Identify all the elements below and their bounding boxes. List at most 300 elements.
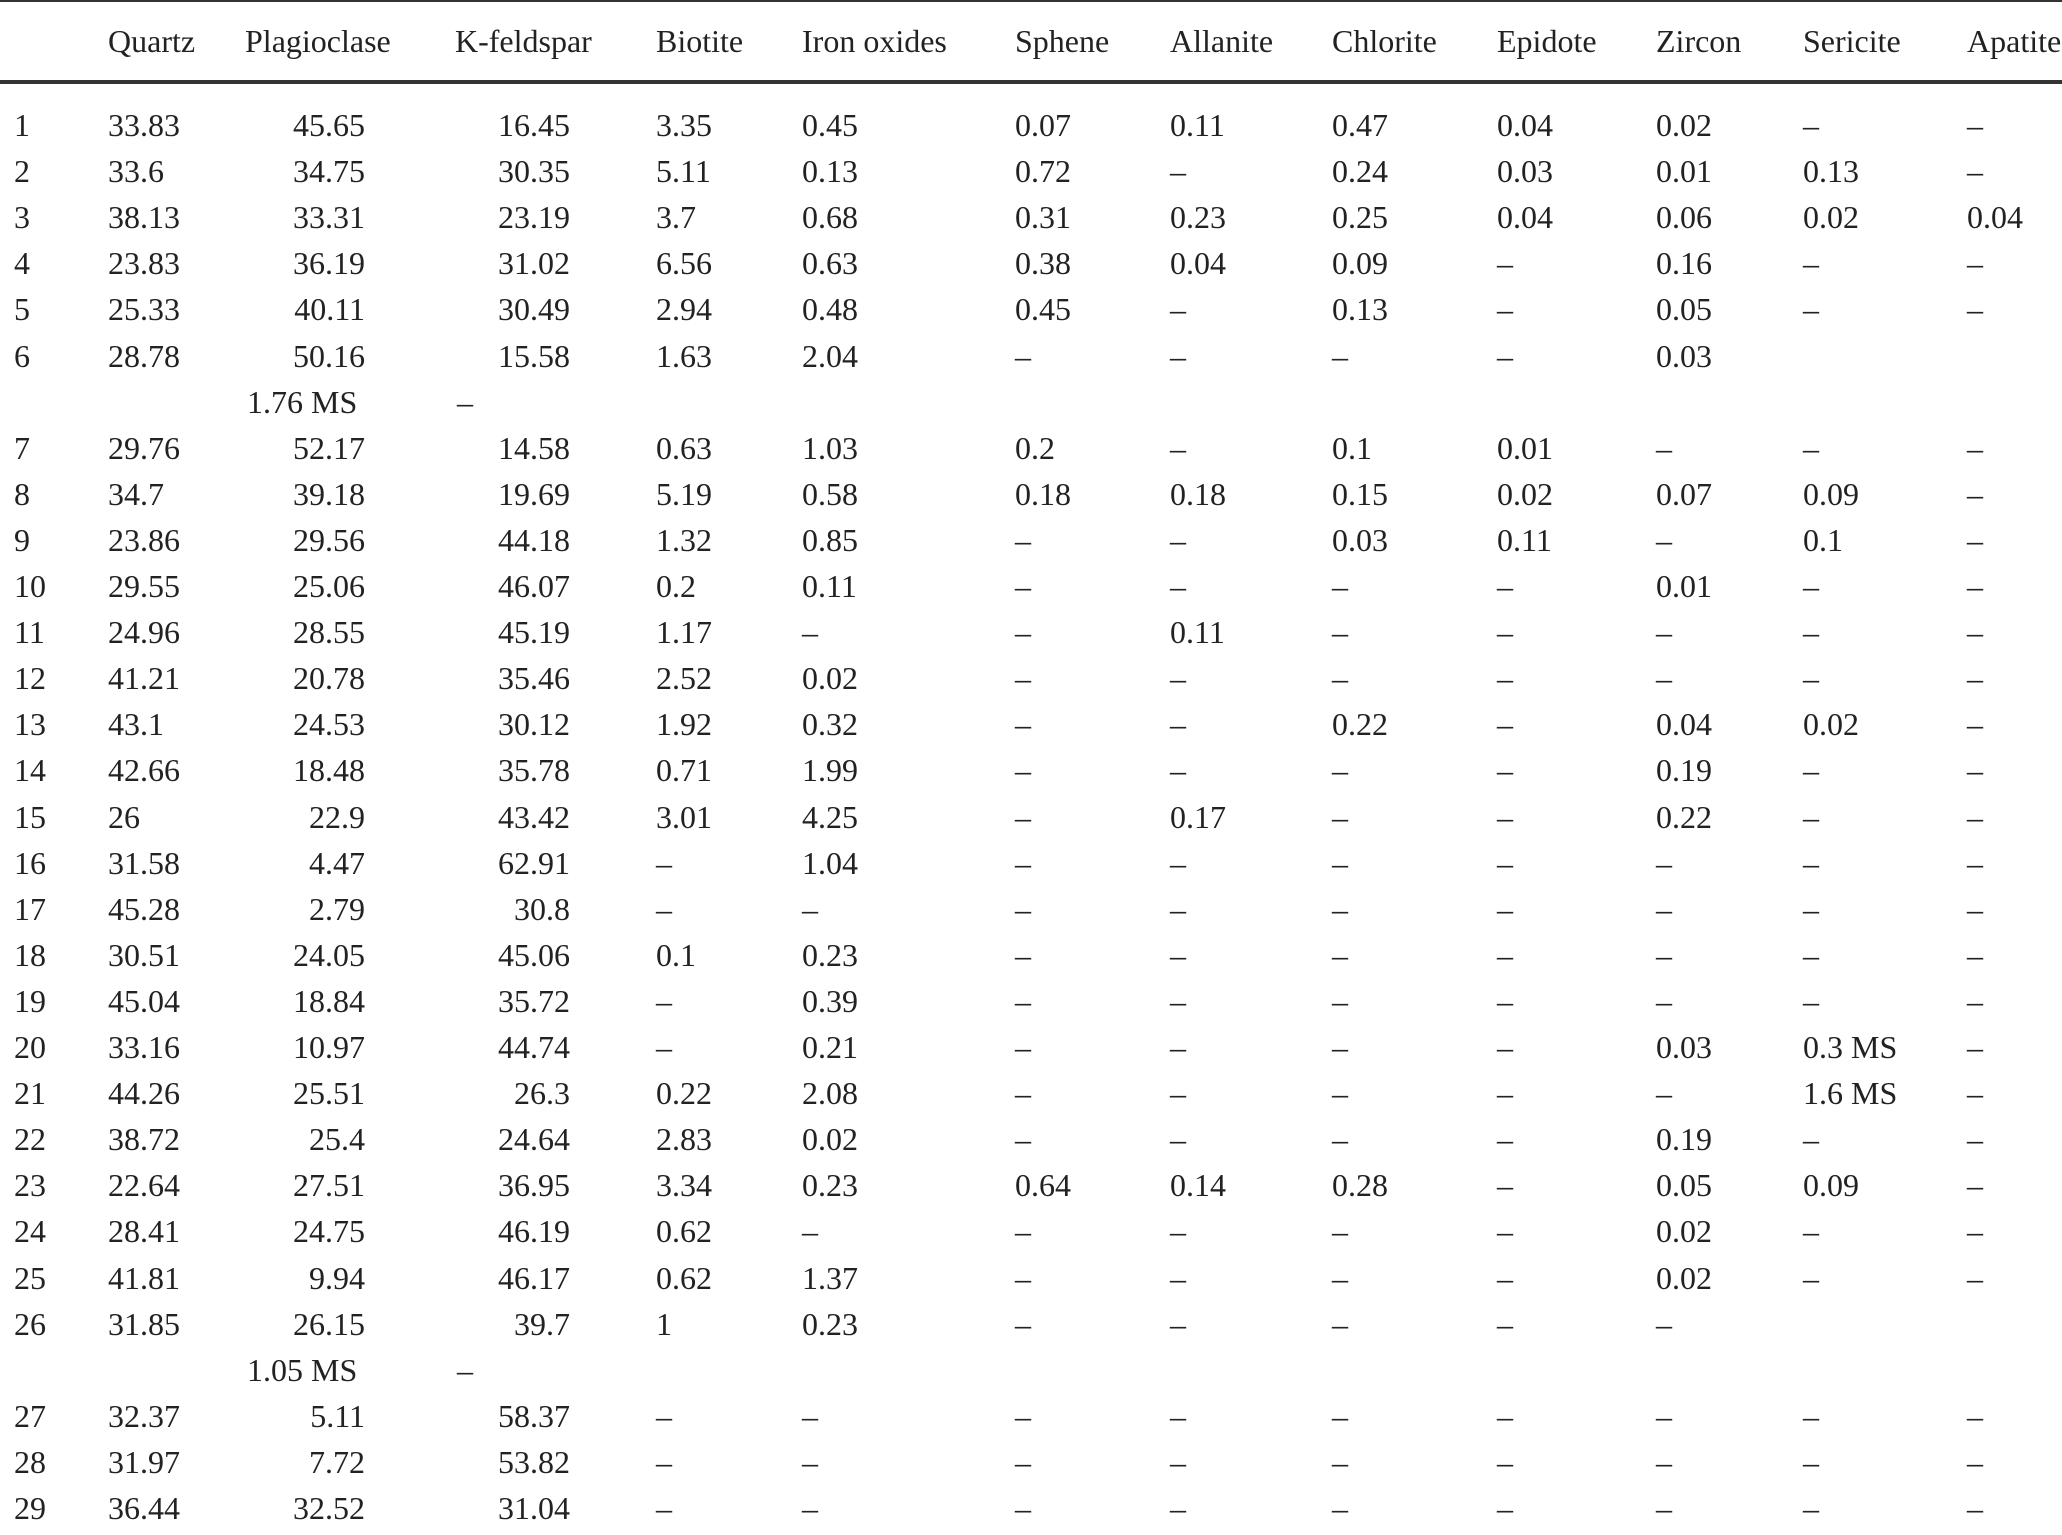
- cell-quartz: 42.66: [108, 752, 180, 789]
- cell-allanite: –: [1170, 1397, 1186, 1434]
- cell-chlorite: –: [1332, 798, 1348, 835]
- cell-quartz: 41.81: [108, 1259, 180, 1296]
- cell-k-feldspar: 46.17: [498, 1259, 570, 1296]
- cell-iron-oxides: 0.63: [802, 245, 858, 282]
- cell-plagioclase: 20.78: [293, 660, 365, 697]
- cell-apatite: –: [1967, 1029, 1983, 1065]
- cell-chlorite: 0.28: [1332, 1167, 1388, 1204]
- cell-sericite: –: [1803, 1490, 1819, 1526]
- cell-apatite: –: [1967, 291, 1983, 328]
- cell-iron-oxides: 0.02: [802, 660, 858, 697]
- cell-sphene: –: [1015, 1490, 1031, 1526]
- table-row: [0, 286, 2062, 332]
- cell-sericite: –: [1803, 291, 1819, 328]
- cell-quartz: 29.76: [108, 429, 180, 466]
- cell-plagioclase: 26.15: [293, 1305, 365, 1342]
- cell-biotite: 3.7: [656, 199, 696, 236]
- cell-k-feldspar: 44.18: [498, 521, 570, 558]
- cell-sphene: –: [1015, 1213, 1031, 1250]
- cell-epidote: 0.02: [1497, 475, 1553, 512]
- cell-allanite: –: [1170, 660, 1186, 697]
- cell-zircon: 0.03: [1656, 1029, 1712, 1065]
- cell-iron-oxides: 0.02: [802, 1121, 858, 1158]
- cell-sample: 5: [14, 291, 30, 328]
- cell-biotite: 3.01: [656, 798, 712, 835]
- cell-sericite: 0.02: [1803, 706, 1859, 743]
- cell-sphene: –: [1015, 890, 1031, 927]
- cell-sphene: –: [1015, 1397, 1031, 1434]
- cell-allanite: –: [1170, 890, 1186, 927]
- cell-allanite: 0.11: [1170, 107, 1225, 143]
- cell-chlorite: –: [1332, 1213, 1348, 1250]
- cell-iron-oxides: 1.37: [802, 1259, 858, 1296]
- cell-k-feldspar: 23.19: [498, 199, 570, 236]
- cell-k-feldspar: 35.72: [498, 982, 570, 1019]
- cell-zircon: –: [1656, 936, 1672, 973]
- cell-sericite: –: [1803, 936, 1819, 973]
- cell-iron-oxides: 1.04: [802, 844, 858, 881]
- cell-iron-oxides: 4.25: [802, 798, 858, 835]
- table-row: [0, 932, 2062, 978]
- cell-epidote: –: [1497, 614, 1513, 651]
- cell-biotite: 0.62: [656, 1213, 712, 1250]
- cell-sericite: –: [1803, 1443, 1819, 1480]
- cell-sphene: –: [1015, 706, 1031, 743]
- cell-biotite: 3.35: [656, 107, 712, 143]
- cell-quartz: 44.26: [108, 1075, 180, 1112]
- cell-plagioclase: 7.72: [309, 1443, 365, 1480]
- cell-sericite: –: [1803, 844, 1819, 881]
- cell-zircon: –: [1656, 1490, 1672, 1526]
- column-header-epidote: Epidote: [1497, 23, 1597, 59]
- cell-allanite: –: [1170, 706, 1186, 743]
- cell-plagioclase: 24.75: [293, 1213, 365, 1250]
- cell-biotite: 0.71: [656, 752, 712, 789]
- cell-apatite: –: [1967, 153, 1983, 190]
- cell-sample: 16: [14, 844, 46, 881]
- cell-sericite: –: [1803, 798, 1819, 835]
- cell-plagioclase: 36.19: [293, 245, 365, 282]
- cell-sample: 13: [14, 706, 46, 743]
- cell-iron-oxides: –: [802, 1397, 818, 1434]
- cell-biotite: 5.11: [656, 153, 711, 190]
- cell-allanite: –: [1170, 982, 1186, 1019]
- cell-chlorite: –: [1332, 1121, 1348, 1158]
- table-row: [0, 1393, 2062, 1439]
- cell-k-feldspar: 46.07: [498, 568, 570, 604]
- cell-zircon: –: [1656, 1305, 1672, 1342]
- cell-epidote: 0.04: [1497, 107, 1553, 143]
- table-row: [0, 1024, 2062, 1070]
- table-row: [0, 1208, 2062, 1254]
- cell-quartz: 26: [108, 798, 140, 835]
- cell-plagioclase: 24.53: [293, 706, 365, 743]
- cell-sericite: 0.13: [1803, 153, 1859, 190]
- cell-sericite: –: [1803, 1259, 1819, 1296]
- cell-sample: 2: [14, 153, 30, 190]
- cell-chlorite: 0.03: [1332, 521, 1388, 558]
- cell-iron-oxides: 1.03: [802, 429, 858, 466]
- cell-sample: 1: [14, 107, 30, 143]
- cell-biotite: –: [656, 1490, 672, 1526]
- cell-plagioclase: 1.76 MS: [247, 383, 358, 420]
- cell-sample: 7: [14, 429, 30, 466]
- cell-apatite: –: [1967, 1167, 1983, 1204]
- cell-allanite: –: [1170, 153, 1186, 190]
- column-header-sericite: Sericite: [1803, 23, 1901, 59]
- table-row: [0, 102, 2062, 148]
- cell-allanite: –: [1170, 1029, 1186, 1065]
- cell-epidote: –: [1497, 844, 1513, 881]
- cell-k-feldspar: 45.06: [498, 936, 570, 973]
- cell-plagioclase: 9.94: [309, 1259, 365, 1296]
- cell-zircon: 0.19: [1656, 752, 1712, 789]
- table-row: [0, 1255, 2062, 1301]
- cell-allanite: –: [1170, 1259, 1186, 1296]
- cell-zircon: 0.02: [1656, 1213, 1712, 1250]
- cell-sericite: 0.3 MS: [1803, 1029, 1898, 1065]
- table-row: [0, 194, 2062, 240]
- cell-iron-oxides: –: [802, 1443, 818, 1480]
- cell-quartz: 29.55: [108, 568, 180, 604]
- cell-allanite: –: [1170, 521, 1186, 558]
- cell-apatite: –: [1967, 614, 1983, 651]
- cell-quartz: 33.83: [108, 107, 180, 143]
- cell-epidote: –: [1497, 660, 1513, 697]
- cell-sphene: –: [1015, 660, 1031, 697]
- cell-quartz: 23.83: [108, 245, 180, 282]
- cell-plagioclase: 24.05: [293, 936, 365, 973]
- cell-sphene: –: [1015, 614, 1031, 651]
- cell-allanite: –: [1170, 844, 1186, 881]
- cell-epidote: –: [1497, 890, 1513, 927]
- cell-biotite: 1.63: [656, 337, 712, 374]
- cell-sample: 20: [14, 1029, 46, 1065]
- cell-chlorite: –: [1332, 1259, 1348, 1296]
- cell-plagioclase: 34.75: [293, 153, 365, 190]
- cell-k-feldspar: 31.02: [498, 245, 570, 282]
- cell-chlorite: –: [1332, 660, 1348, 697]
- cell-apatite: –: [1967, 107, 1983, 143]
- cell-epidote: –: [1497, 1397, 1513, 1434]
- cell-biotite: 2.52: [656, 660, 712, 697]
- cell-sample: 17: [14, 890, 46, 927]
- cell-allanite: –: [1170, 1490, 1186, 1526]
- cell-allanite: 0.14: [1170, 1167, 1226, 1204]
- cell-k-feldspar: 14.58: [498, 429, 570, 466]
- cell-plagioclase: 5.11: [310, 1397, 365, 1434]
- cell-biotite: 2.83: [656, 1121, 712, 1158]
- cell-allanite: –: [1170, 1075, 1186, 1112]
- cell-epidote: –: [1497, 1490, 1513, 1526]
- cell-chlorite: 0.25: [1332, 199, 1388, 236]
- cell-epidote: –: [1497, 936, 1513, 973]
- cell-zircon: 0.07: [1656, 475, 1712, 512]
- cell-sphene: –: [1015, 1029, 1031, 1065]
- cell-plagioclase: 25.4: [309, 1121, 365, 1158]
- column-header-iron-oxides: Iron oxides: [802, 23, 947, 59]
- cell-epidote: –: [1497, 1305, 1513, 1342]
- cell-quartz: 22.64: [108, 1167, 180, 1204]
- cell-sample: 27: [14, 1397, 46, 1434]
- cell-sphene: –: [1015, 1443, 1031, 1480]
- cell-sample: 3: [14, 199, 30, 236]
- cell-chlorite: –: [1332, 890, 1348, 927]
- cell-k-feldspar: 39.7: [514, 1305, 570, 1342]
- cell-k-feldspar: 58.37: [498, 1397, 570, 1434]
- cell-zircon: –: [1656, 844, 1672, 881]
- cell-apatite: –: [1967, 798, 1983, 835]
- cell-biotite: 0.62: [656, 1259, 712, 1296]
- column-header-plagioclase: Plagioclase: [245, 23, 391, 59]
- table-row: [0, 1439, 2062, 1485]
- cell-allanite: –: [1170, 1305, 1186, 1342]
- cell-apatite: –: [1967, 1490, 1983, 1526]
- cell-biotite: 1: [656, 1305, 672, 1342]
- cell-apatite: –: [1967, 1397, 1983, 1434]
- cell-chlorite: –: [1332, 568, 1348, 604]
- table-row: [0, 333, 2062, 379]
- cell-sericite: –: [1803, 660, 1819, 697]
- cell-chlorite: –: [1332, 844, 1348, 881]
- cell-sample: 12: [14, 660, 46, 697]
- cell-epidote: –: [1497, 1029, 1513, 1065]
- cell-quartz: 23.86: [108, 521, 180, 558]
- cell-epidote: 0.03: [1497, 153, 1553, 190]
- cell-sericite: 0.09: [1803, 1167, 1859, 1204]
- cell-iron-oxides: 0.23: [802, 936, 858, 973]
- cell-plagioclase: 28.55: [293, 614, 365, 651]
- cell-zircon: 0.19: [1656, 1121, 1712, 1158]
- cell-sericite: 0.1: [1803, 521, 1843, 558]
- cell-plagioclase: 25.06: [293, 568, 365, 604]
- cell-epidote: –: [1497, 798, 1513, 835]
- column-header-quartz: Quartz: [108, 23, 196, 59]
- table-row: [0, 425, 2062, 471]
- cell-sericite: –: [1803, 245, 1819, 282]
- cell-allanite: –: [1170, 936, 1186, 973]
- cell-epidote: –: [1497, 337, 1513, 374]
- cell-apatite: –: [1967, 936, 1983, 973]
- cell-biotite: –: [656, 1397, 672, 1434]
- table-row: [0, 747, 2062, 793]
- cell-quartz: 33.6: [108, 153, 164, 190]
- cell-sphene: 0.18: [1015, 475, 1071, 512]
- cell-iron-oxides: 2.08: [802, 1075, 858, 1112]
- column-header-k-feldspar: K-feldspar: [455, 23, 592, 59]
- cell-zircon: 0.01: [1656, 153, 1712, 190]
- cell-plagioclase: 10.97: [293, 1029, 365, 1065]
- cell-iron-oxides: 0.85: [802, 521, 858, 558]
- cell-zircon: –: [1656, 890, 1672, 927]
- cell-apatite: –: [1967, 475, 1983, 512]
- table-row: [0, 1485, 2062, 1531]
- cell-iron-oxides: 1.99: [802, 752, 858, 789]
- cell-quartz: 30.51: [108, 936, 180, 973]
- cell-zircon: 0.02: [1656, 107, 1712, 143]
- cell-k-feldspar: 30.12: [498, 706, 570, 743]
- cell-iron-oxides: 0.21: [802, 1029, 858, 1065]
- cell-biotite: 0.22: [656, 1075, 712, 1112]
- cell-apatite: –: [1967, 982, 1983, 1019]
- cell-chlorite: 0.24: [1332, 153, 1388, 190]
- cell-epidote: –: [1497, 982, 1513, 1019]
- cell-epidote: 0.04: [1497, 199, 1553, 236]
- cell-apatite: –: [1967, 521, 1983, 558]
- cell-apatite: –: [1967, 660, 1983, 697]
- cell-epidote: –: [1497, 291, 1513, 328]
- cell-allanite: –: [1170, 429, 1186, 466]
- cell-iron-oxides: 0.58: [802, 475, 858, 512]
- cell-zircon: –: [1656, 521, 1672, 558]
- cell-biotite: –: [656, 890, 672, 927]
- cell-iron-oxides: –: [802, 614, 818, 651]
- cell-apatite: –: [1967, 1121, 1983, 1158]
- cell-quartz: 41.21: [108, 660, 180, 697]
- cell-chlorite: –: [1332, 1029, 1348, 1065]
- cell-iron-oxides: 0.11: [802, 568, 857, 604]
- cell-k-feldspar: 16.45: [498, 107, 570, 143]
- cell-plagioclase: 2.79: [309, 890, 365, 927]
- table-row: [0, 1070, 2062, 1116]
- cell-sample: 15: [14, 798, 46, 835]
- cell-biotite: –: [656, 1029, 672, 1065]
- cell-quartz: 33.16: [108, 1029, 180, 1065]
- cell-sample: 19: [14, 982, 46, 1019]
- cell-quartz: 31.97: [108, 1443, 180, 1480]
- cell-sericite: –: [1803, 1121, 1819, 1158]
- cell-sphene: –: [1015, 844, 1031, 881]
- cell-quartz: 31.85: [108, 1305, 180, 1342]
- table-row: [0, 1347, 2062, 1393]
- cell-epidote: –: [1497, 1213, 1513, 1250]
- cell-zircon: 0.04: [1656, 706, 1712, 743]
- cell-sericite: –: [1803, 752, 1819, 789]
- cell-iron-oxides: 0.23: [802, 1167, 858, 1204]
- cell-allanite: –: [1170, 752, 1186, 789]
- cell-chlorite: –: [1332, 1490, 1348, 1526]
- cell-sphene: –: [1015, 982, 1031, 1019]
- cell-sample: 21: [14, 1075, 46, 1112]
- cell-allanite: 0.18: [1170, 475, 1226, 512]
- cell-biotite: 3.34: [656, 1167, 712, 1204]
- table-row: [0, 517, 2062, 563]
- cell-apatite: –: [1967, 568, 1983, 604]
- cell-k-feldspar: 44.74: [498, 1029, 570, 1065]
- cell-biotite: 1.17: [656, 614, 712, 651]
- cell-chlorite: –: [1332, 752, 1348, 789]
- cell-sphene: 0.72: [1015, 153, 1071, 190]
- table-row: [0, 240, 2062, 286]
- cell-sample: 8: [14, 475, 30, 512]
- cell-sericite: –: [1803, 890, 1819, 927]
- cell-quartz: 43.1: [108, 706, 164, 743]
- cell-plagioclase: 18.84: [293, 982, 365, 1019]
- cell-sphene: –: [1015, 936, 1031, 973]
- cell-k-feldspar: 30.8: [514, 890, 570, 927]
- cell-epidote: –: [1497, 568, 1513, 604]
- cell-iron-oxides: 0.48: [802, 291, 858, 328]
- cell-apatite: –: [1967, 844, 1983, 881]
- column-header-sphene: Sphene: [1015, 23, 1110, 59]
- cell-sphene: 0.64: [1015, 1167, 1071, 1204]
- cell-epidote: –: [1497, 706, 1513, 743]
- cell-plagioclase: 40.11: [294, 291, 365, 328]
- table-row: [0, 794, 2062, 840]
- cell-sericite: –: [1803, 1213, 1819, 1250]
- cell-epidote: –: [1497, 1167, 1513, 1204]
- cell-allanite: –: [1170, 291, 1186, 328]
- cell-plagioclase: 50.16: [293, 337, 365, 374]
- cell-chlorite: 0.13: [1332, 291, 1388, 328]
- cell-apatite: –: [1967, 1213, 1983, 1250]
- cell-sample: 11: [14, 614, 45, 651]
- cell-epidote: –: [1497, 1121, 1513, 1158]
- cell-epidote: –: [1497, 752, 1513, 789]
- cell-sample: 24: [14, 1213, 46, 1250]
- cell-plagioclase: 39.18: [293, 475, 365, 512]
- cell-zircon: –: [1656, 982, 1672, 1019]
- cell-zircon: –: [1656, 429, 1672, 466]
- cell-chlorite: –: [1332, 1075, 1348, 1112]
- cell-biotite: 0.1: [656, 936, 696, 973]
- cell-k-feldspar: 15.58: [498, 337, 570, 374]
- cell-plagioclase: 45.65: [293, 107, 365, 143]
- cell-chlorite: –: [1332, 337, 1348, 374]
- cell-plagioclase: 1.05 MS: [247, 1351, 358, 1388]
- table-row: [0, 701, 2062, 747]
- cell-zircon: 0.01: [1656, 568, 1712, 604]
- cell-k-feldspar: 19.69: [498, 475, 570, 512]
- column-header-chlorite: Chlorite: [1332, 23, 1437, 59]
- cell-apatite: –: [1967, 890, 1983, 927]
- cell-sphene: –: [1015, 521, 1031, 558]
- cell-sericite: 0.02: [1803, 199, 1859, 236]
- table-header-rule: [0, 80, 2062, 84]
- cell-sericite: 1.6 MS: [1803, 1075, 1898, 1112]
- cell-iron-oxides: –: [802, 1213, 818, 1250]
- table-row: [0, 978, 2062, 1024]
- cell-zircon: 0.02: [1656, 1259, 1712, 1296]
- cell-plagioclase: 29.56: [293, 521, 365, 558]
- cell-sample: 4: [14, 245, 30, 282]
- cell-zircon: 0.05: [1656, 291, 1712, 328]
- cell-k-feldspar: 30.49: [498, 291, 570, 328]
- cell-plagioclase: 4.47: [309, 844, 365, 881]
- table-row: [0, 840, 2062, 886]
- cell-chlorite: 0.15: [1332, 475, 1388, 512]
- cell-k-feldspar: 30.35: [498, 153, 570, 190]
- cell-apatite: –: [1967, 1075, 1983, 1112]
- cell-quartz: 28.78: [108, 337, 180, 374]
- cell-zircon: 0.05: [1656, 1167, 1712, 1204]
- cell-allanite: 0.23: [1170, 199, 1226, 236]
- cell-apatite: –: [1967, 429, 1983, 466]
- cell-sample: 6: [14, 337, 30, 374]
- cell-chlorite: –: [1332, 1397, 1348, 1434]
- cell-k-feldspar: –: [457, 383, 473, 420]
- cell-allanite: –: [1170, 568, 1186, 604]
- column-header-allanite: Allanite: [1170, 23, 1274, 59]
- cell-biotite: –: [656, 844, 672, 881]
- cell-sphene: –: [1015, 752, 1031, 789]
- cell-biotite: –: [656, 982, 672, 1019]
- cell-quartz: 34.7: [108, 475, 164, 512]
- cell-sample: 26: [14, 1305, 46, 1342]
- cell-apatite: –: [1967, 245, 1983, 282]
- cell-sericite: –: [1803, 107, 1819, 143]
- cell-sericite: –: [1803, 429, 1819, 466]
